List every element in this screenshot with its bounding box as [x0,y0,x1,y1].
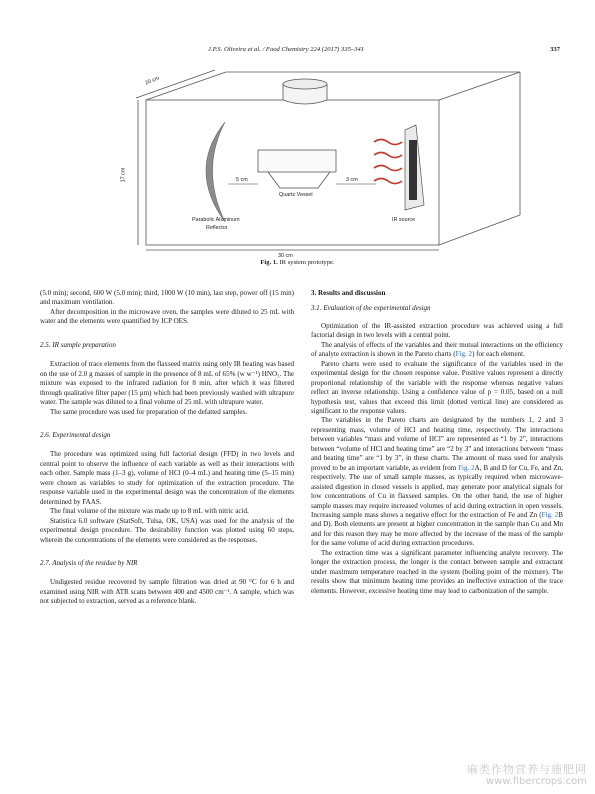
paragraph: Optimization of the IR-assisted extraction procedure was achieved using a full factorial design in two levels with a central point. [311,321,563,340]
paragraph: After decomposition in the microwave oven, the samples were diluted to 25 mL with water and the elements were quantified by ICP OES. [40,307,294,326]
width-label: 30 cm [278,253,293,259]
section-heading-2-6: 2.6. Experimental design [40,430,111,439]
box-bottom-right-edge [439,215,520,245]
paragraph: (5.0 min); second, 600 W (5.0 min); third, 1000 W (10 min), last step, power off (15 min) and maximum ventilation. [40,289,294,307]
text-run: B and D). Both elements are present at higher concentration in the sample than Cu and Mn and for this reason they may be more affected by the increase of the mass of the sample for the same volume of acid during extraction procedures. [311,510,563,548]
section-heading-3-1: 3.1. Evaluation of the experimental design [311,304,431,313]
watermark-line2: www.fibercrops.com [485,776,587,787]
box-front-face [146,100,439,245]
text-run: The analysis of effects of the variables and their mutual interactions on the efficiency of analyte extraction is shown in the Pareto charts ( [311,340,563,359]
paragraph [311,416,563,548]
paragraph: Undigested residue recovered by sample filtration was dried at 90 °C for 6 h and examined using NIR with ATR scans between 400 and 4500 cm⁻¹. A sample, which was not subjected to extraction, served as a reference blank. [40,578,294,606]
figure-caption [0,259,595,266]
text-run: The variables in the Pareto charts are designated by the numbers 1, 2 and 3 representing mass, volume of HCl and heating time, respectively. The interactions between variables “mass and volume of HCl” are represented as “1 by 2”, interactions between “volume of HCl and heating time” are “2 by 3” and interactions between “mass and heating time” are “1 by 3”, in these charts. The amount of mass used for analysis proved to be an important variable, as evident from [311,416,563,472]
ir-source-label: IR source [392,217,416,223]
ir-source-lamp [405,125,424,210]
paragraph: Extraction of trace elements from the flaxseed matrix using only IR heating was based on the use of 2.0 g masses of sample in the presence of 8 mL of 65% (w w⁻¹) HNO₃. The mixture was exposed to the infrared radiation for 8 min, after which it was filtered through qualitative filter paper (15 µm) which had been previously washed with ultrapure water. The sample was diluted to a final volume of 25 mL with ultrapure water. [40,360,294,407]
paragraph: The same procedure was used for preparation of the defatted samples. [50,407,248,416]
page-number: 337 [550,46,560,53]
parabolic-reflector [206,122,225,222]
vessel-label: Quartz Vessel [279,192,313,198]
fig-2-link[interactable]: Fig. 2 [455,350,473,359]
fig-2-link[interactable]: Fig. 2 [458,463,475,472]
ir-system-diagram [0,0,595,285]
text-run: A, B and D for Cu, Fe, and Zn, respectively. The use of small sample masses, as typically required when microwave-assisted digestion in closed vessels is applied, may generate poor analytical signals for low concentrations of Cu in flaxseed samples. On the other hand, the use of higher sample masses may require increased volumes of acid during extraction in open vessels. Increasing sample mass shows a negative effect for the extraction of Fe and Zn ( [311,463,563,519]
watermark [467,764,587,788]
chimney [283,79,327,104]
right-column [311,289,563,596]
section-heading-2-5: 2.5. IR sample preparation [40,340,116,349]
left-gap-label: 5 cm [236,177,248,183]
caption-label: Fig. 1. [260,259,278,266]
reflector-label-line1: Parabolic Aluminum [192,217,240,223]
text-run: ) for each element. [472,350,525,359]
fig-2-link[interactable]: Fig. 2 [541,510,559,519]
caption-text: IR system prototype. [277,259,335,266]
figure-ir-system [0,0,595,285]
right-gap-label: 3 cm [346,177,358,183]
paragraph: The final volume of the mixture was made up to 8 mL with nitric acid. [50,507,249,516]
watermark-line1: 麻类作物营养与施肥网 [467,763,587,776]
left-column [40,289,294,607]
box-top-right-edge [439,72,520,100]
paragraph: Pareto charts were used to evaluate the significance of the variables used in the experimental design for the chosen response value. Positive values represent a directly proportional relationship of the variable with the response whereas negative values reflect an inverse relationship. Using a confidence value of p = 0.05, based on a null hypothesis test, values that exceed this limit (dotted vertical line) are considered as significant to the response values. [311,359,563,415]
depth-label: 20 cm [144,75,161,87]
height-label: 17 cm [120,167,127,183]
reflector-label-line2: Reflector [206,225,228,231]
heat-waves [374,140,402,184]
section-heading-3: 3. Results and discussion [311,289,386,297]
paragraph [311,341,563,360]
journal-reference: J.P.S. Oliveira et al. / Food Chemistry 224 (2017) 335–341 [208,46,365,53]
paragraph: The extraction time was a significant parameter influencing analyte recovery. The longer the extraction process, the longer is the contact between sample and extractant under maximum temperature reached in the system (boiling point of the mixture). The results show that minimum heating time provides an ineffective extraction of the trace elements. However, excessive heating time may lead to carbonization of the sample. [311,548,563,595]
quartz-vessel [258,150,336,188]
paragraph: The procedure was optimized using full factorial design (FFD) in two levels and central point to observe the influence of each variable as well as their interactions with each other. Sample mass (1–3 g), volume of HCl (0–4 mL) and heating time (5–15 min) were chosen as variables to study for optimization of the extraction procedure. The response variable used in the experimental design was the concentration of the elements determined by FAAS. [40,450,294,506]
section-heading-2-7: 2.7. Analysis of the residue by NIR [40,558,138,567]
paragraph: Statistica 6.0 software (StatSoft, Tulsa, OK, USA) was used for the analysis of the experimental design procedure. The desirability function was plotted using 60 steps, wherein the concentrations of the elements were considered as the responses. [40,516,294,544]
